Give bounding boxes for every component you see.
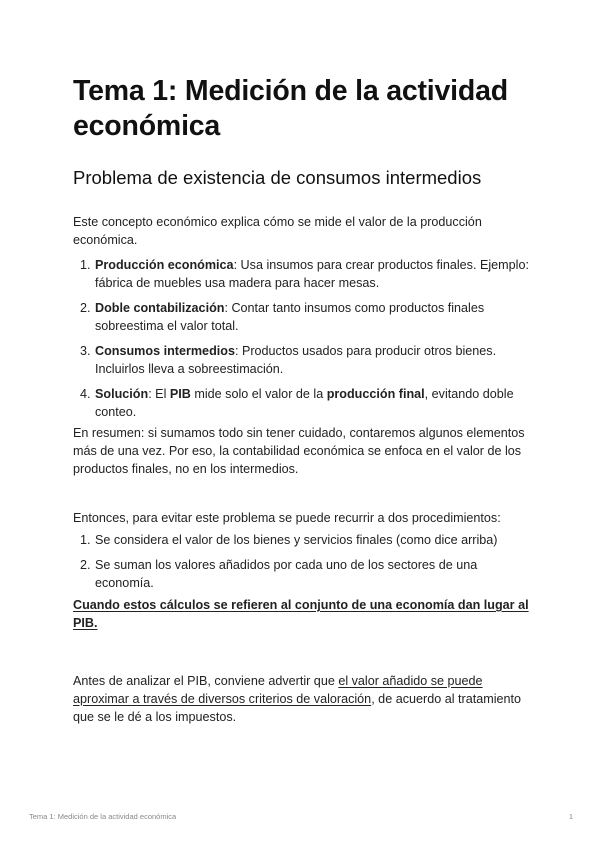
list-item-term: Solución [95, 387, 149, 401]
list-item-bold: PIB [169, 387, 191, 401]
list-item-text: : Usa insumos para crear productos finales. Ejemplo: fábrica de muebles usa madera para hacer mesas. [95, 258, 529, 290]
list-item: 1. Se considera el valor de los bienes y servicios finales (como dice arriba) [94, 531, 533, 549]
list-item-text: : El [148, 387, 170, 401]
list-item [94, 256, 533, 292]
list-item-term: Producción económica [95, 258, 234, 272]
section-heading: Problema de existencia de consumos intermedios [73, 167, 482, 188]
footer-title: Tema 1: Medición de la actividad económica [29, 812, 177, 821]
list-item-text: , evitando doble conteo. [95, 387, 514, 419]
final-paragraph [73, 672, 533, 726]
list-item-text: mide solo el valor de la [190, 387, 327, 401]
final-text: , de acuerdo al tratamiento que se le dé a los impuestos. [73, 692, 522, 724]
list-item-text: : Contar tanto insumos como productos finales sobreestima el valor total. [95, 301, 485, 333]
list-item [94, 342, 533, 378]
final-text: Antes de analizar el PIB, conviene advertir que [73, 674, 339, 688]
list-item: 2. Se suman los valores añadidos por cada uno de los sectores de una economía. [94, 556, 533, 592]
conclusion-text: Cuando estos cálculos se refieren al conjunto de una economía dan lugar al PIB. [73, 598, 529, 630]
intro-paragraph: Este concepto económico explica cómo se mide el valor de la producción económica. [73, 215, 482, 247]
list-item-term: Consumos intermedios [95, 344, 235, 358]
underlined-text: el valor añadido se puede aproximar a través de diversos criterios de valoración [73, 674, 483, 706]
page-number: 1 [568, 812, 573, 821]
procedures-intro: Entonces, para evitar este problema se puede recurrir a dos procedimientos: [73, 511, 501, 525]
procedures-list [73, 531, 533, 592]
list-item-text: : Productos usados para producir otros bienes. Incluirlos lleva a sobreestimación. [95, 344, 497, 376]
list-item [94, 385, 533, 421]
list-item [94, 299, 533, 335]
list-item-bold: producción final [326, 387, 425, 401]
page-title: Tema 1: Medición de la actividad económica [73, 75, 508, 142]
page-footer [29, 812, 573, 821]
document-content [73, 74, 533, 726]
list-item-term: Doble contabilización [95, 301, 225, 315]
concept-list [73, 256, 533, 421]
summary-paragraph: En resumen: si sumamos todo sin tener cuidado, contaremos algunos elementos más de una vez. Por eso, la contabilidad económica se enfoca en el valor de los productos finales, no en los intermedios. [73, 426, 525, 476]
